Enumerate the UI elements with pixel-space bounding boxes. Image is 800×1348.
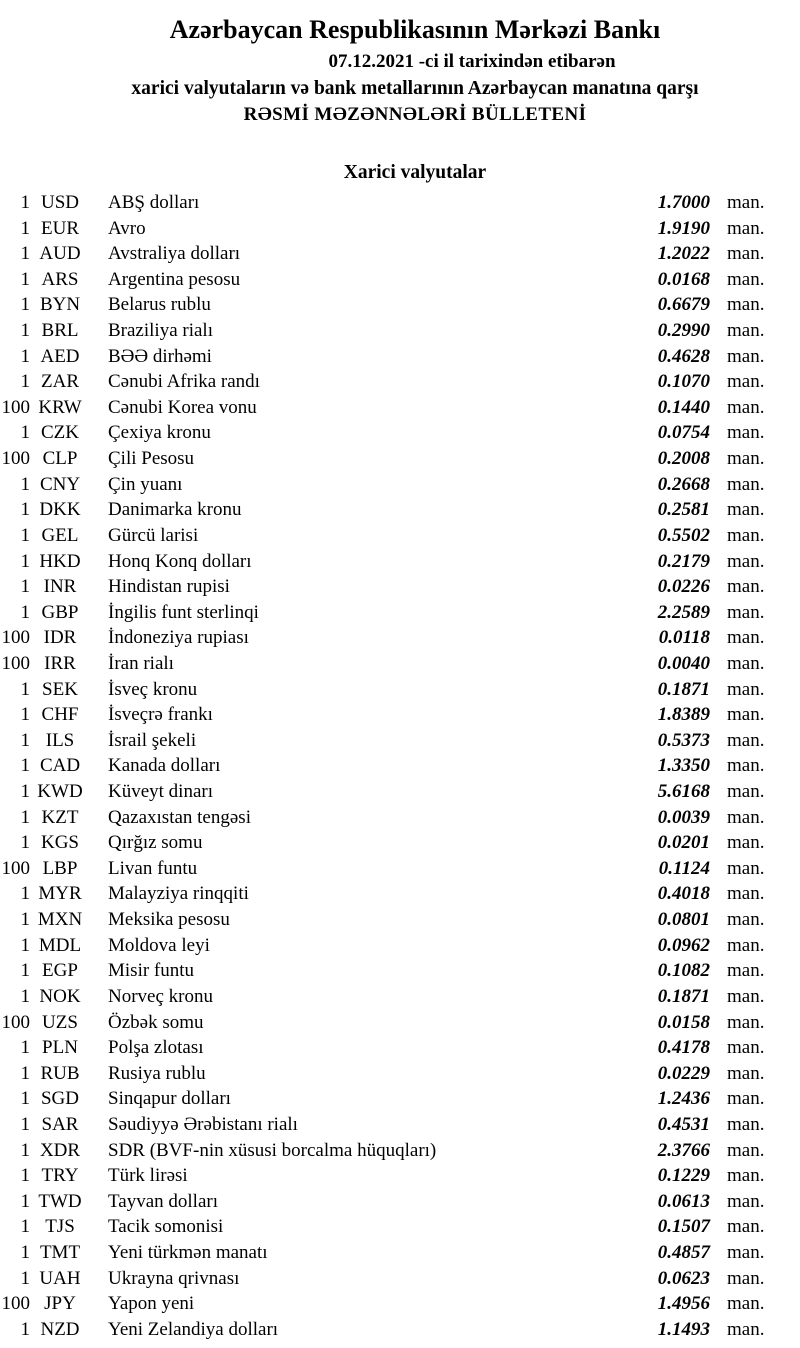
currency-code: ARS — [41, 268, 79, 290]
rate-row — [0, 1163, 800, 1189]
currency-code: TMT — [39, 1241, 81, 1263]
quantity: 1 — [20, 1062, 30, 1084]
quantity: 1 — [20, 473, 30, 495]
quantity: 1 — [20, 601, 30, 623]
quantity: 1 — [20, 704, 30, 726]
quantity: 1 — [20, 883, 30, 905]
currency-name: Honq Konq dolları — [108, 550, 252, 572]
rate-row — [0, 344, 800, 370]
quantity: 100 — [1, 1293, 30, 1315]
rate-row — [0, 1138, 800, 1164]
unit-label: man. — [727, 960, 765, 982]
currency-code: JPY — [44, 1293, 76, 1315]
unit-label: man. — [727, 704, 765, 726]
rate-value: 0.2179 — [657, 550, 710, 572]
unit-label: man. — [727, 1088, 765, 1110]
currency-code: ILS — [45, 729, 75, 751]
quantity: 100 — [1, 448, 30, 470]
rate-value: 0.1440 — [657, 396, 710, 418]
rate-row — [0, 190, 800, 216]
unit-label: man. — [727, 217, 765, 239]
rate-row — [0, 1061, 800, 1087]
currency-name: Hindistan rupisi — [108, 576, 230, 598]
currency-name: Belarus rublu — [108, 294, 211, 316]
currency-code: EUR — [41, 217, 79, 239]
quantity: 1 — [20, 1113, 30, 1135]
quantity: 1 — [20, 934, 30, 956]
currency-name: Meksika pesosu — [108, 909, 230, 931]
rate-value: 0.0201 — [657, 832, 710, 854]
quantity: 1 — [20, 268, 30, 290]
currency-code: IDR — [43, 627, 77, 649]
rate-row — [0, 523, 800, 549]
currency-code: MYR — [38, 883, 82, 905]
quantity: 1 — [20, 832, 30, 854]
rate-row — [0, 1035, 800, 1061]
rate-row — [0, 677, 800, 703]
quantity: 1 — [20, 499, 30, 521]
rate-row — [0, 1317, 800, 1343]
unit-label: man. — [727, 652, 765, 674]
rate-row — [0, 753, 800, 779]
rate-row — [0, 702, 800, 728]
currency-name: İran rialı — [108, 652, 174, 674]
rate-row — [0, 1291, 800, 1317]
unit-label: man. — [727, 909, 765, 931]
quantity: 1 — [20, 550, 30, 572]
currency-code: AUD — [39, 243, 81, 265]
rate-value: 0.4628 — [657, 345, 710, 367]
currency-name: Türk lirəsi — [108, 1165, 188, 1187]
currency-code: KRW — [38, 396, 82, 418]
currency-code: SEK — [42, 678, 78, 700]
quantity: 1 — [20, 243, 30, 265]
currency-name: Argentina pesosu — [108, 268, 241, 290]
currency-code: CZK — [41, 422, 79, 444]
unit-label: man. — [727, 473, 765, 495]
rate-row — [0, 241, 800, 267]
rate-value: 0.0754 — [657, 422, 710, 444]
currency-name: Yeni Zelandiya dolları — [108, 1318, 279, 1340]
unit-label: man. — [727, 396, 765, 418]
rate-row — [0, 830, 800, 856]
rate-value: 0.1082 — [657, 960, 710, 982]
currency-code: KWD — [37, 781, 83, 803]
rate-row — [0, 933, 800, 959]
rate-row — [0, 267, 800, 293]
rate-value: 0.5502 — [657, 524, 710, 546]
rate-row — [0, 1266, 800, 1292]
rate-value: 0.0040 — [657, 652, 710, 674]
bulletin-title: RƏSMİ MƏZƏNNƏLƏRİ BÜLLETENİ — [243, 104, 587, 125]
currency-name: İsveçrə frankı — [108, 704, 213, 726]
unit-label: man. — [727, 857, 765, 879]
unit-label: man. — [727, 268, 765, 290]
currency-name: Avro — [108, 217, 146, 239]
currency-name: Özbək somu — [108, 1011, 204, 1033]
currency-code: TJS — [45, 1216, 75, 1238]
unit-label: man. — [727, 1011, 765, 1033]
currency-name: Çexiya kronu — [108, 422, 211, 444]
rate-value: 5.6168 — [657, 781, 710, 803]
currency-code: ZAR — [41, 371, 79, 393]
unit-label: man. — [727, 1062, 765, 1084]
quantity: 1 — [20, 1267, 30, 1289]
rate-value: 0.0962 — [657, 934, 710, 956]
unit-label: man. — [727, 729, 765, 751]
unit-label: man. — [727, 1139, 765, 1161]
quantity: 1 — [20, 371, 30, 393]
currency-code: SAR — [41, 1113, 79, 1135]
quantity: 1 — [20, 192, 30, 213]
currency-code: MXN — [37, 909, 83, 931]
rate-value: 0.6679 — [657, 294, 710, 316]
effective-date-line: 07.12.2021 -ci il tarixindən etibarən — [328, 51, 616, 72]
quantity: 1 — [20, 960, 30, 982]
quantity: 100 — [1, 857, 30, 879]
currency-name: İsrail şekeli — [108, 729, 197, 751]
currency-name: Səudiyyə Ərəbistanı rialı — [108, 1113, 298, 1135]
rate-value: 0.1507 — [657, 1216, 710, 1238]
rate-row — [0, 907, 800, 933]
quantity: 1 — [20, 1216, 30, 1238]
currency-name: Qazaxıstan tengəsi — [108, 806, 251, 828]
rate-row — [0, 318, 800, 344]
rate-value: 0.0613 — [657, 1190, 710, 1212]
currency-code: LBP — [42, 857, 78, 879]
unit-label: man. — [727, 1216, 765, 1238]
subtitle-line: xarici valyutaların və bank metallarının Azərbaycan manatına qarşı — [131, 78, 699, 99]
rate-row — [0, 984, 800, 1010]
rate-value: 0.1229 — [657, 1165, 710, 1187]
currency-code: XDR — [39, 1139, 81, 1161]
currency-name: Livan funtu — [108, 857, 198, 879]
currency-name: Moldova leyi — [108, 934, 210, 956]
currency-code: IRR — [44, 652, 76, 674]
currency-code: USD — [40, 192, 79, 213]
unit-label: man. — [727, 499, 765, 521]
unit-label: man. — [727, 627, 765, 649]
quantity: 1 — [20, 217, 30, 239]
unit-label: man. — [727, 1037, 765, 1059]
unit-label: man. — [727, 422, 765, 444]
currency-code: AED — [40, 345, 80, 367]
unit-label: man. — [727, 755, 765, 777]
currency-name: Tacik somonisi — [108, 1216, 224, 1238]
rate-row — [0, 369, 800, 395]
currency-code: RUB — [40, 1062, 80, 1084]
rate-row — [0, 856, 800, 882]
rate-value: 0.2668 — [657, 473, 710, 495]
rate-row — [0, 1086, 800, 1112]
currency-code: TRY — [41, 1165, 79, 1187]
quantity: 1 — [20, 1088, 30, 1110]
currency-name: Yeni türkmən manatı — [108, 1241, 268, 1263]
unit-label: man. — [727, 1241, 765, 1263]
rate-value: 1.7000 — [657, 192, 710, 213]
rate-row — [0, 292, 800, 318]
rate-value: 0.4018 — [657, 883, 710, 905]
currency-code: UAH — [39, 1267, 81, 1289]
currency-name: Sinqapur dolları — [108, 1088, 231, 1110]
currency-code: CNY — [39, 473, 81, 495]
rate-row — [0, 625, 800, 651]
currency-name: Tayvan dolları — [108, 1190, 218, 1212]
rate-row — [0, 881, 800, 907]
quantity: 1 — [20, 294, 30, 316]
currency-code: SGD — [40, 1088, 79, 1110]
unit-label: man. — [727, 1113, 765, 1135]
currency-code: MDL — [38, 934, 82, 956]
currency-name: Braziliya rialı — [108, 320, 213, 342]
quantity: 1 — [20, 806, 30, 828]
currency-code: KZT — [41, 806, 79, 828]
unit-label: man. — [727, 985, 765, 1007]
currency-code: BYN — [39, 294, 81, 316]
rate-row — [0, 779, 800, 805]
quantity: 100 — [1, 627, 30, 649]
rate-row — [0, 497, 800, 523]
currency-name: Avstraliya dolları — [108, 243, 241, 265]
currency-code: NZD — [40, 1318, 80, 1340]
quantity: 1 — [20, 1139, 30, 1161]
unit-label: man. — [727, 806, 765, 828]
rate-value: 0.0118 — [658, 627, 710, 649]
unit-label: man. — [727, 576, 765, 598]
unit-label: man. — [727, 243, 765, 265]
quantity: 1 — [20, 576, 30, 598]
unit-label: man. — [727, 371, 765, 393]
currency-name: Çili Pesosu — [108, 448, 195, 470]
rate-value: 0.4857 — [657, 1241, 710, 1263]
currency-code: BRL — [41, 320, 79, 342]
rate-row — [0, 1010, 800, 1036]
quantity: 100 — [1, 396, 30, 418]
currency-name: Norveç kronu — [108, 985, 213, 1007]
currency-name: Ukrayna qrivnası — [108, 1267, 240, 1289]
unit-label: man. — [727, 448, 765, 470]
quantity: 1 — [20, 1318, 30, 1340]
rate-row — [0, 651, 800, 677]
currency-name: Çin yuanı — [108, 473, 183, 495]
currency-code: INR — [43, 576, 77, 598]
quantity: 1 — [20, 909, 30, 931]
quantity: 1 — [20, 755, 30, 777]
rate-value: 2.3766 — [657, 1139, 710, 1161]
rate-row — [0, 600, 800, 626]
quantity: 1 — [20, 985, 30, 1007]
rate-row — [0, 216, 800, 242]
currency-name: Kanada dolları — [108, 755, 221, 777]
rate-value: 1.3350 — [657, 755, 710, 777]
unit-label: man. — [727, 678, 765, 700]
rate-value: 1.2436 — [657, 1088, 710, 1110]
currency-name: Rusiya rublu — [108, 1062, 206, 1084]
currency-name: BƏƏ dirhəmi — [108, 345, 212, 367]
rate-row — [0, 446, 800, 472]
bank-title: Azərbaycan Respublikasının Mərkəzi Bankı — [169, 15, 661, 44]
quantity: 1 — [20, 1165, 30, 1187]
rate-value: 0.2581 — [657, 499, 710, 521]
rate-row — [0, 1240, 800, 1266]
rate-value: 1.9190 — [657, 217, 710, 239]
unit-label: man. — [727, 1267, 765, 1289]
currency-name: Yapon yeni — [108, 1293, 195, 1315]
rate-row — [0, 574, 800, 600]
currency-code: CLP — [42, 448, 78, 470]
currency-code: EGP — [42, 960, 78, 982]
currency-name: Danimarka kronu — [108, 499, 242, 521]
quantity: 100 — [1, 1011, 30, 1033]
rate-value: 0.0229 — [657, 1062, 710, 1084]
rate-value: 0.4178 — [657, 1037, 710, 1059]
rate-row — [0, 549, 800, 575]
currency-code: CHF — [41, 704, 79, 726]
currency-name: Polşa zlotası — [108, 1037, 204, 1059]
rates-table — [0, 190, 800, 1342]
unit-label: man. — [727, 1165, 765, 1187]
quantity: 1 — [20, 729, 30, 751]
unit-label: man. — [727, 1293, 765, 1315]
unit-label: man. — [727, 192, 765, 213]
rate-row — [0, 1214, 800, 1240]
quantity: 1 — [20, 781, 30, 803]
quantity: 1 — [20, 678, 30, 700]
rate-value: 0.0039 — [657, 806, 710, 828]
unit-label: man. — [727, 832, 765, 854]
rate-value: 0.0226 — [657, 576, 710, 598]
rate-value: 2.2589 — [657, 601, 710, 623]
currency-name: SDR (BVF-nin xüsusi borcalma hüquqları) — [108, 1139, 437, 1161]
quantity: 1 — [20, 345, 30, 367]
currency-name: Gürcü larisi — [108, 524, 199, 546]
currency-code: KGS — [40, 832, 79, 854]
rate-value: 1.2022 — [657, 243, 710, 265]
rate-row — [0, 420, 800, 446]
rate-value: 0.0623 — [657, 1267, 710, 1289]
rate-value: 0.4531 — [657, 1113, 710, 1135]
rate-value: 0.1871 — [657, 985, 710, 1007]
currency-name: Cənubi Korea vonu — [108, 396, 257, 418]
rate-value: 0.1070 — [657, 371, 710, 393]
rate-row — [0, 728, 800, 754]
quantity: 1 — [20, 320, 30, 342]
currency-code: PLN — [42, 1037, 78, 1059]
currency-code: HKD — [39, 550, 81, 572]
currency-code: GEL — [41, 524, 79, 546]
unit-label: man. — [727, 550, 765, 572]
unit-label: man. — [727, 294, 765, 316]
currency-code: GBP — [41, 601, 79, 623]
rate-value: 0.1124 — [658, 857, 710, 879]
unit-label: man. — [727, 934, 765, 956]
currency-name: İngilis funt sterlinqi — [108, 601, 259, 623]
unit-label: man. — [727, 781, 765, 803]
currency-name: Qırğız somu — [108, 832, 203, 854]
rate-value: 0.2990 — [657, 320, 710, 342]
currency-code: UZS — [42, 1011, 78, 1033]
rate-value: 1.8389 — [657, 704, 710, 726]
section-title-foreign-currencies: Xarici valyutalar — [343, 162, 487, 183]
rate-value: 0.5373 — [657, 729, 710, 751]
unit-label: man. — [727, 1318, 765, 1340]
currency-code: CAD — [39, 755, 81, 777]
unit-label: man. — [727, 1190, 765, 1212]
rate-value: 0.0801 — [657, 909, 710, 931]
currency-code: DKK — [39, 499, 81, 521]
rate-value: 1.4956 — [657, 1293, 710, 1315]
rate-row — [0, 958, 800, 984]
rate-value: 0.1871 — [657, 678, 710, 700]
currency-name: Misir funtu — [108, 960, 195, 982]
quantity: 1 — [20, 422, 30, 444]
currency-name: İndoneziya rupiası — [108, 627, 249, 649]
currency-name: ABŞ dolları — [108, 192, 200, 213]
currency-code: NOK — [39, 985, 81, 1007]
rate-row — [0, 1112, 800, 1138]
rate-value: 0.2008 — [657, 448, 710, 470]
unit-label: man. — [727, 883, 765, 905]
currency-name: İsveç kronu — [108, 678, 198, 700]
unit-label: man. — [727, 345, 765, 367]
rate-value: 0.0158 — [657, 1011, 710, 1033]
rate-value: 1.1493 — [657, 1318, 710, 1340]
quantity: 1 — [20, 524, 30, 546]
rate-row — [0, 805, 800, 831]
rate-row — [0, 472, 800, 498]
quantity: 1 — [20, 1190, 30, 1212]
unit-label: man. — [727, 601, 765, 623]
quantity: 1 — [20, 1241, 30, 1263]
unit-label: man. — [727, 524, 765, 546]
rate-row — [0, 1189, 800, 1215]
currency-name: Küveyt dinarı — [108, 781, 214, 803]
currency-name: Malayziya rinqqiti — [108, 883, 249, 905]
rate-value: 0.0168 — [657, 268, 710, 290]
currency-code: TWD — [38, 1190, 82, 1212]
quantity: 1 — [20, 1037, 30, 1059]
rate-row — [0, 395, 800, 421]
currency-name: Cənubi Afrika randı — [108, 371, 260, 393]
quantity: 100 — [1, 652, 30, 674]
unit-label: man. — [727, 320, 765, 342]
